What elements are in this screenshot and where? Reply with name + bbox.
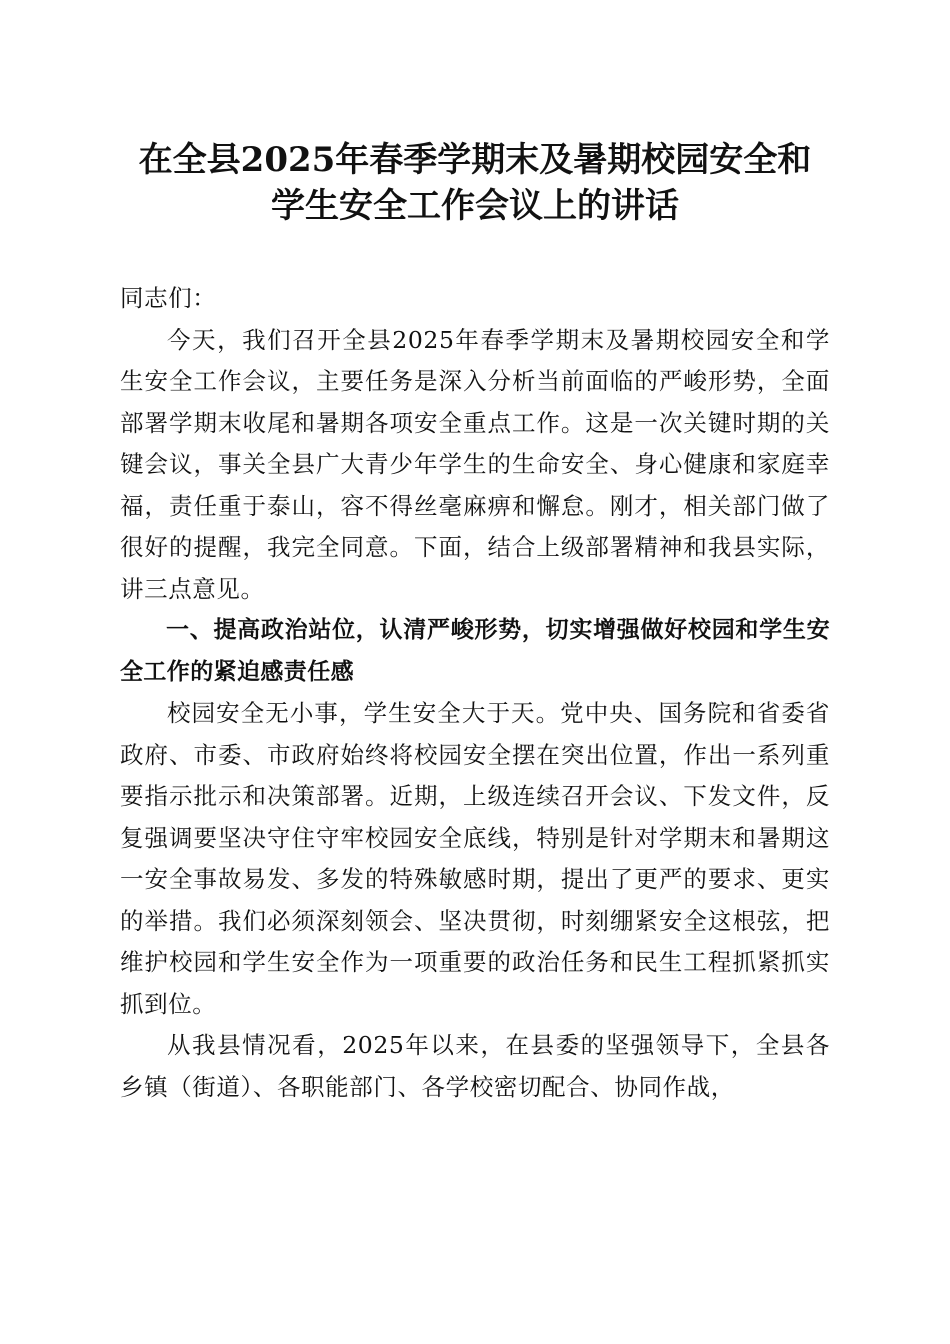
section-paragraph: 校园安全无小事，学生安全大于天。党中央、国务院和省委省政府、市委、市政府始终将校园安全摆在突出位置，作出一系列重要指示批示和决策部署。近期，上级连续召开会议、下发文件，反复强调要坚决守住守牢校园安全底线，特别是针对学期末和暑期这一安全事故易发、多发的特殊敏感时期，提出了更严的要求、更实的举措。我们必须深刻领会、坚决贯彻，时刻绷紧安全这根弦，把维护校园和学生安全作为一项重要的政治任务和民生工程抓紧抓实抓到位。 [120, 699, 830, 1018]
section-paragraph: 从我县情况看，2025年以来，在县委的坚强领导下，全县各乡镇（街道）、各职能部门、各学校密切配合、协同作战， [120, 1031, 830, 1101]
title-line-2: 学生安全工作会议上的讲话 [271, 186, 679, 226]
document-body [120, 278, 830, 1108]
salutation: 同志们： [120, 284, 217, 312]
section-heading: 一、提高政治站位，认清严峻形势，切实增强做好校园和学生安全工作的紧迫感责任感 [120, 617, 830, 685]
title-line-1: 在全县2025年春季学期末及暑期校园安全和 [138, 140, 812, 180]
document-title [120, 137, 830, 229]
intro-paragraph: 今天，我们召开全县2025年春季学期末及暑期校园安全和学生安全工作会议，主要任务是深入分析当前面临的严峻形势，全面部署学期末收尾和暑期各项安全重点工作。这是一次关键时期的关键会议，事关全县广大青少年学生的生命安全、身心健康和家庭幸福，责任重于泰山，容不得丝毫麻痹和懈怠。刚才，相关部门做了很好的提醒，我完全同意。下面，结合上级部署精神和我县实际，讲三点意见。 [120, 325, 830, 603]
